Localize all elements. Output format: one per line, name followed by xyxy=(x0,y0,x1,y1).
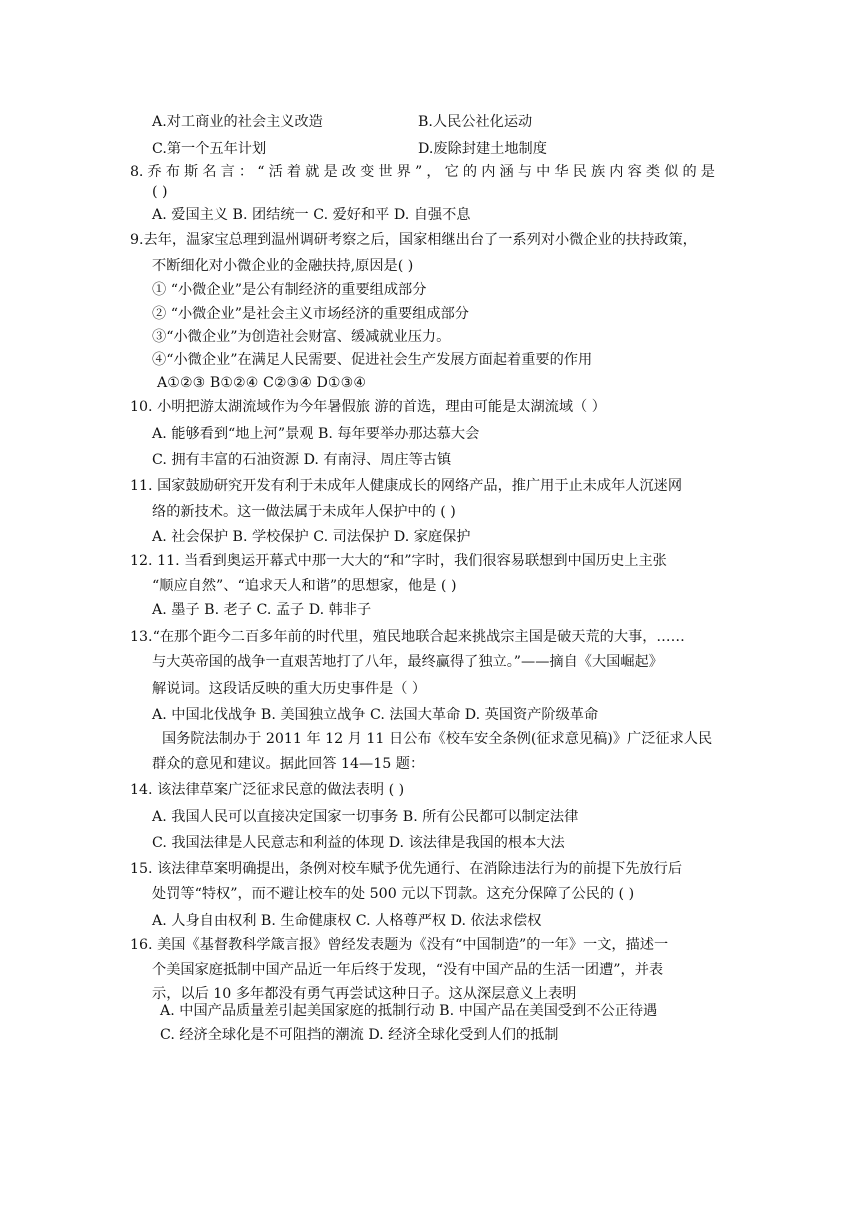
q8-stem-bracket: ( ) xyxy=(152,184,168,200)
q7-option-a: A.对工商业的社会主义改造 xyxy=(152,114,323,130)
q9-stem-cont: 不断细化对小微企业的金融扶持,原因是( ) xyxy=(152,258,414,274)
q15-stem-cont: 处罚等“特权”，而不避让校车的处 500 元以下罚款。这充分保障了公民的 ( ) xyxy=(152,886,635,902)
q14-options-ab: A. 我国人民可以直接决定国家一切事务 B. 所有公民都可以制定法律 xyxy=(152,809,579,825)
q12-stem: 12. 11. 当看到奥运开幕式中那一大大的“和”字时，我们很容易联想到中国历史上主张 xyxy=(130,553,667,569)
q7-option-d: D.废除封建土地制度 xyxy=(418,141,547,157)
q9-statement-2: ② “小微企业”是社会主义市场经济的重要组成部分 xyxy=(152,306,469,322)
q16-stem: 16. 美国《基督教科学箴言报》曾经发表题为《没有“中国制造”的一年》一文，描述一 xyxy=(130,937,669,953)
q16-options-cd: C. 经济全球化是不可阻挡的潮流 D. 经济全球化受到人们的抵制 xyxy=(160,1027,559,1043)
q9-statement-1: ① “小微企业”是公有制经济的重要组成部分 xyxy=(152,282,427,298)
q10-options-ab: A. 能够看到“地上河”景观 B. 每年要举办那达慕大会 xyxy=(152,426,480,442)
passage-intro-cont: 群众的意见和建议。据此回答 14—15 题： xyxy=(152,756,425,772)
q13-stem-cont-2: 解说词。这段话反映的重大历史事件是（ ） xyxy=(152,681,427,697)
passage-intro: 国务院法制办于 2011 年 12 月 11 日公布《校车安全条例(征求意见稿)》广泛征求人民 xyxy=(162,731,713,747)
q12-stem-cont: “顺应自然”、“追求天人和谐”的思想家，他是 ( ) xyxy=(152,578,457,594)
q9-statement-3: ③“小微企业”为创造社会财富、缓减就业压力。 xyxy=(152,329,451,345)
q8-options: A. 爱国主义 B. 团结统一 C. 爱好和平 D. 自强不息 xyxy=(152,207,471,223)
q15-options: A. 人身自由权利 B. 生命健康权 C. 人格尊严权 D. 依法求偿权 xyxy=(152,913,542,929)
q9-stem: 9.去年，温家宝总理到温州调研考察之后，国家相继出台了一系列对小微企业的扶持政策， xyxy=(130,232,697,248)
q16-options-ab: A. 中国产品质量差引起美国家庭的抵制行动 B. 中国产品在美国受到不公正待遇 xyxy=(160,1003,658,1019)
q8-stem: 8. 乔 布 斯 名 言 ： “ 活 着 就 是 改 变 世 界 ” ， 它 的 内 涵 与 中 华 民 族 内 容 类 似 的 是 xyxy=(130,164,715,180)
q14-stem: 14. 该法律草案广泛征求民意的做法表明 ( ) xyxy=(130,782,405,798)
q14-options-cd: C. 我国法律是人民意志和利益的体现 D. 该法律是我国的根本大法 xyxy=(152,835,565,851)
q13-options: A. 中国北伐战争 B. 美国独立战争 C. 法国大革命 D. 英国资产阶级革命 xyxy=(152,707,599,723)
q16-stem-cont-2: 示，以后 10 多年都没有勇气再尝试这种日子。这从深层意义上表明 xyxy=(152,986,577,1002)
q13-stem-cont: 与大英帝国的战争一直艰苦地打了八年，最终赢得了独立。”——摘自《大国崛起》 xyxy=(152,654,663,670)
q7-option-b: B.人民公社化运动 xyxy=(418,114,533,130)
q13-stem: 13.“在那个距今二百多年前的时代里，殖民地联合起来挑战宗主国是破天荒的大事，…… xyxy=(130,629,685,645)
q11-options: A. 社会保护 B. 学校保护 C. 司法保护 D. 家庭保护 xyxy=(152,529,471,545)
q10-stem: 10. 小明把游太湖流域作为今年暑假旅 游的首选，理由可能是太湖流域（ ） xyxy=(130,399,606,415)
q12-options: A. 墨子 B. 老子 C. 孟子 D. 韩非子 xyxy=(152,602,372,618)
q9-options: A①②③ B①②④ C②③④ D①③④ xyxy=(157,375,367,391)
q7-option-c: C.第一个五年计划 xyxy=(152,141,267,157)
q15-stem: 15. 该法律草案明确提出，条例对校车赋予优先通行、在消除违法行为的前提下先放行后 xyxy=(130,861,683,877)
q16-stem-cont: 个美国家庭抵制中国产品近一年后终于发现，“没有中国产品的生活一团遭”，并表 xyxy=(152,962,664,978)
q9-statement-4: ④“小微企业”在满足人民需要、促进社会生产发展方面起着重要的作用 xyxy=(152,352,593,368)
q10-options-cd: C. 拥有丰富的石油资源 D. 有南浔、周庄等古镇 xyxy=(152,452,452,468)
q11-stem-cont: 络的新技术。这一做法属于未成年人保护中的 ( ) xyxy=(152,504,456,520)
q11-stem: 11. 国家鼓励研究开发有利于未成年人健康成长的网络产品，推广用于止未成年人沉迷网 xyxy=(130,478,683,494)
